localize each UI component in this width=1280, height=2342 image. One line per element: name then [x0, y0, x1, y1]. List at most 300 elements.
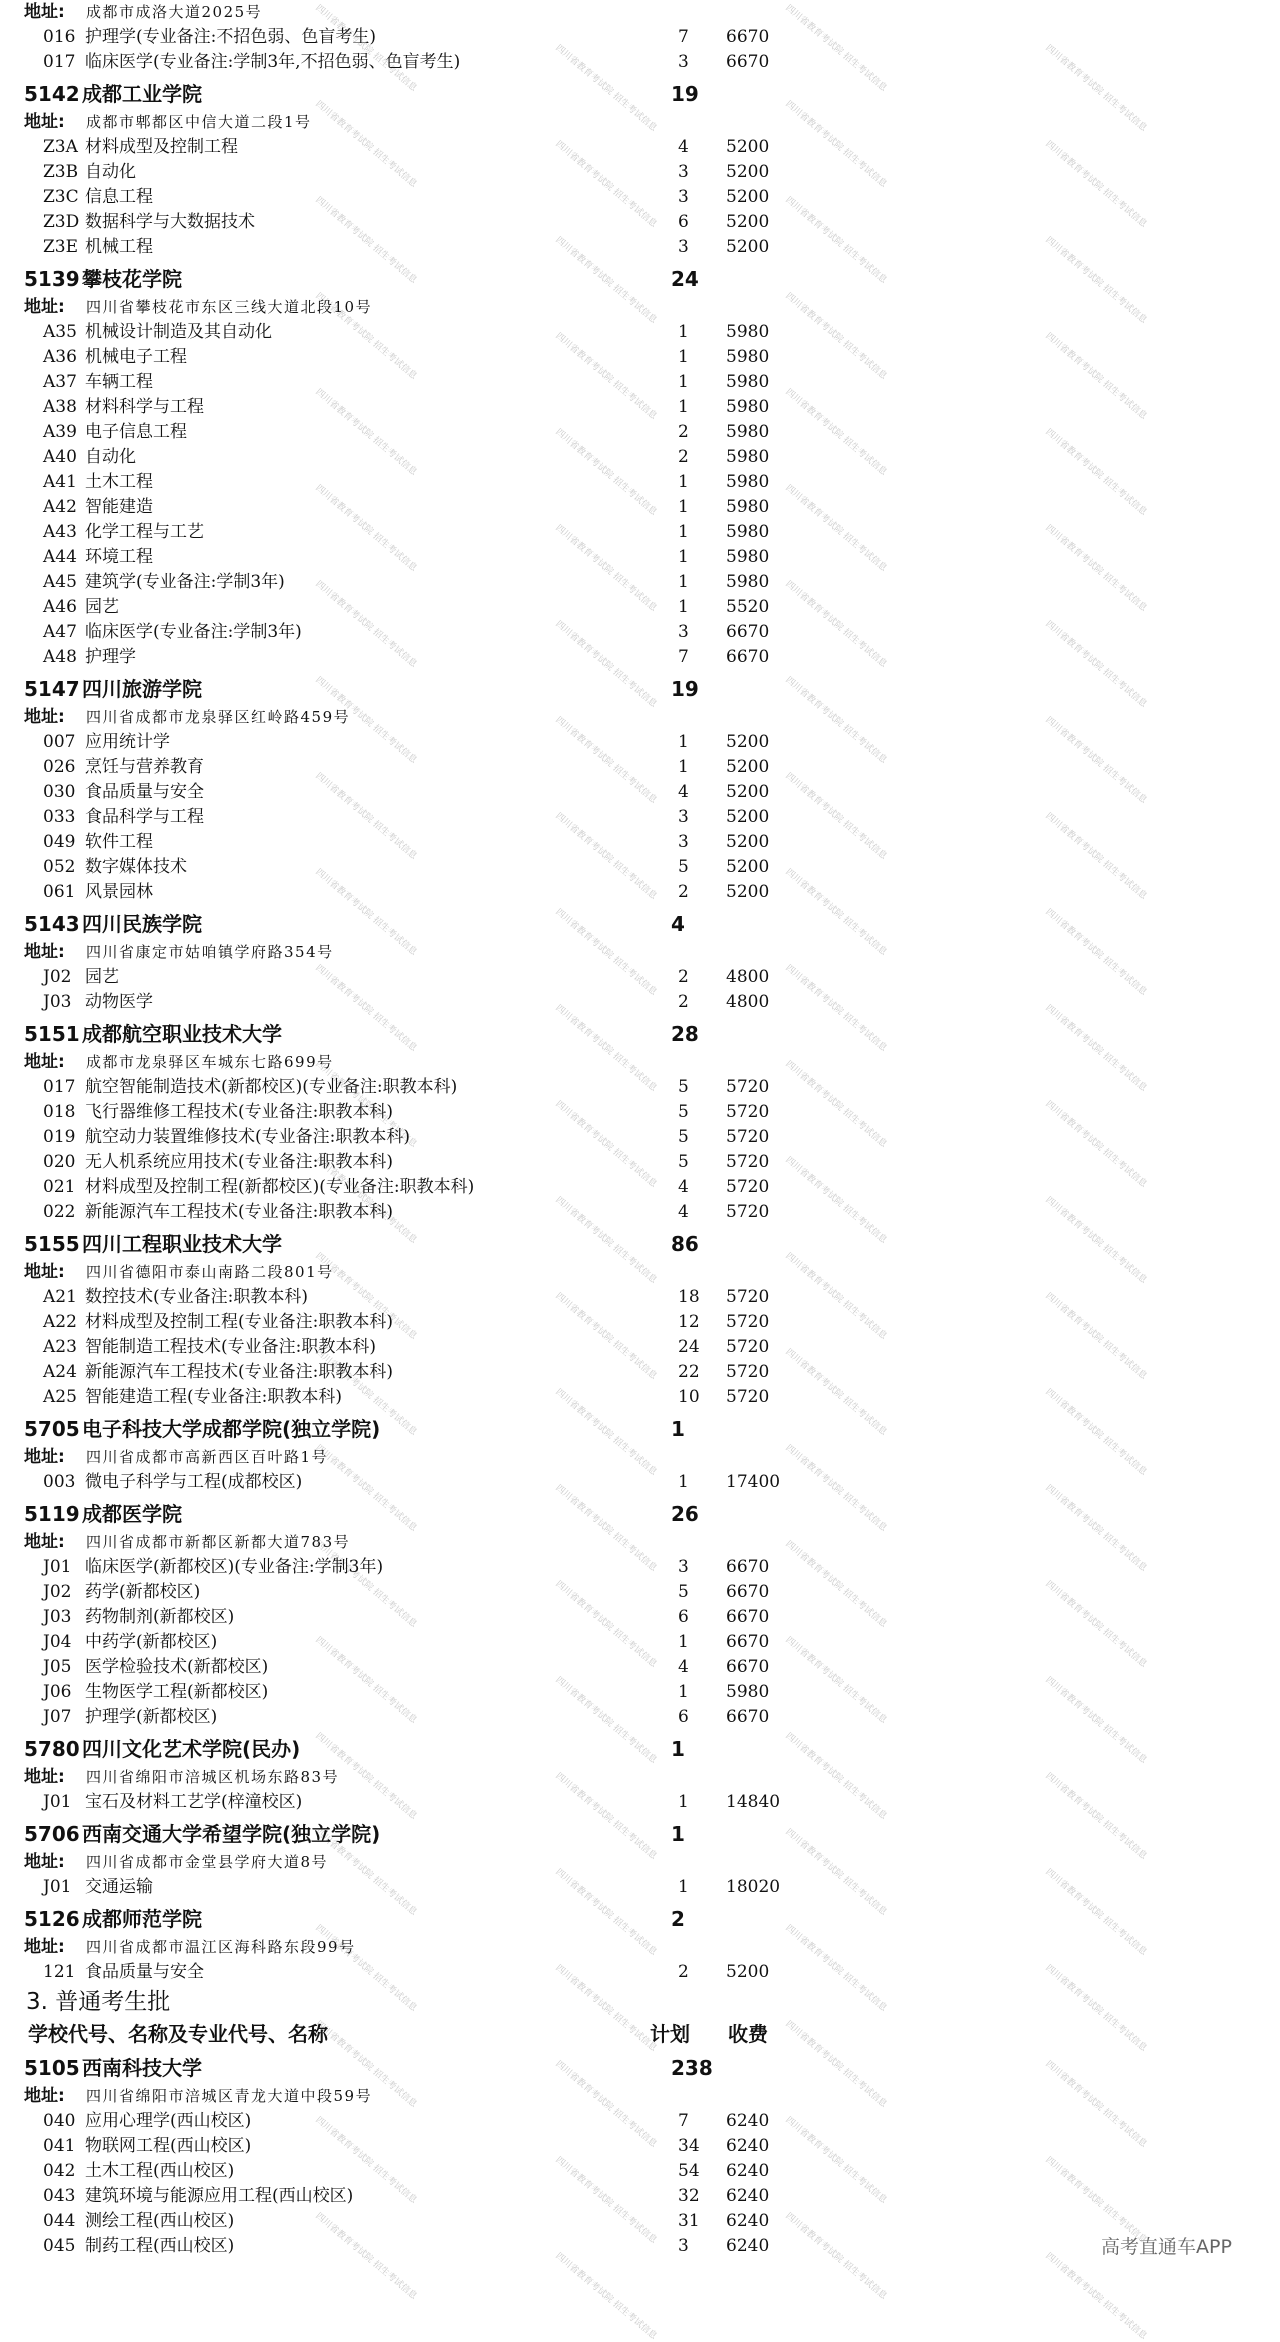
major-code: 019 [43, 1127, 76, 1147]
section-heading [24, 1985, 784, 2019]
major-plan: 2 [678, 992, 689, 1012]
major-plan: 4 [678, 1202, 689, 1222]
school-name: 西南科技大学 [82, 2056, 202, 2080]
address-text: 四川省康定市姑咱镇学府路354号 [86, 943, 334, 961]
watermark-stamp: 四川省教育考试院 招生考试信息 [553, 1867, 659, 1958]
school-name: 成都师范学院 [82, 1907, 202, 1931]
school-total-plan: 1 [671, 1822, 685, 1846]
school-header-row [24, 1818, 784, 1850]
column-header-school: 学校代号、名称及专业代号、名称 [28, 2022, 328, 2046]
watermark-stamp: 四川省教育考试院 招生考试信息 [553, 235, 659, 326]
major-fee: 17400 [726, 1472, 781, 1492]
major-row [24, 395, 784, 420]
major-fee: 14840 [726, 1792, 781, 1812]
major-code: Z3E [43, 237, 79, 257]
watermark-stamp: 四川省教育考试院 招生考试信息 [313, 2019, 419, 2110]
major-name: 环境工程 [85, 547, 153, 567]
school-total-plan: 2 [671, 1907, 685, 1931]
major-plan: 4 [678, 137, 689, 157]
watermark-stamp: 四川省教育考试院 招生考试信息 [1043, 1579, 1149, 1670]
major-fee: 6670 [726, 1607, 770, 1627]
address-row [24, 1260, 784, 1285]
watermark-stamp: 四川省教育考试院 招生考试信息 [783, 1155, 889, 1246]
major-row [24, 2134, 784, 2159]
major-name: 自动化 [85, 162, 136, 182]
major-row [24, 520, 784, 545]
major-plan: 2 [678, 447, 689, 467]
major-fee: 5720 [726, 1312, 770, 1332]
major-row [24, 25, 784, 50]
school-code: 5155 [24, 1232, 80, 1256]
major-name: 食品质量与安全 [85, 782, 204, 802]
major-row [24, 135, 784, 160]
watermark-stamp: 四川省教育考试院 招生考试信息 [783, 1251, 889, 1342]
major-fee: 5200 [726, 882, 770, 902]
major-plan: 54 [678, 2161, 700, 2181]
major-name: 智能建造工程(专业备注:职教本科) [85, 1387, 342, 1407]
watermark-stamp: 四川省教育考试院 招生考试信息 [1043, 1771, 1149, 1862]
major-code: A35 [43, 322, 77, 342]
major-name: 临床医学(新都校区)(专业备注:学制3年) [85, 1557, 384, 1577]
watermark-stamp: 四川省教育考试院 招生考试信息 [783, 195, 889, 286]
school-header-row [24, 263, 784, 295]
address-text: 成都市成洛大道2025号 [86, 3, 263, 21]
major-code: 049 [43, 832, 76, 852]
major-fee: 18020 [726, 1877, 781, 1897]
major-row [24, 965, 784, 990]
major-name: 航空智能制造技术(新都校区)(专业备注:职教本科) [85, 1077, 458, 1097]
major-code: 033 [43, 807, 76, 827]
major-code: A44 [43, 547, 77, 567]
section-title: 3. 普通考生批 [26, 1989, 171, 2015]
major-plan: 6 [678, 212, 689, 232]
major-plan: 24 [678, 1337, 700, 1357]
watermark-stamp: 四川省教育考试院 招生考试信息 [313, 99, 419, 190]
major-name: 数控技术(专业备注:职教本科) [85, 1287, 308, 1307]
school-name: 成都工业学院 [82, 82, 202, 106]
watermark-stamp: 四川省教育考试院 招生考试信息 [783, 963, 889, 1054]
watermark-stamp: 四川省教育考试院 招生考试信息 [553, 2155, 659, 2246]
major-name: 材料科学与工程 [85, 397, 204, 417]
school-code: 5139 [24, 267, 80, 291]
major-row [24, 780, 784, 805]
watermark-stamp: 四川省教育考试院 招生考试信息 [783, 1059, 889, 1150]
major-plan: 3 [678, 807, 689, 827]
major-fee: 5980 [726, 572, 770, 592]
watermark-stamp: 四川省教育考试院 招生考试信息 [1043, 907, 1149, 998]
address-label: 地址: [24, 1532, 65, 1552]
major-row [24, 1680, 784, 1705]
school-code: 5705 [24, 1417, 80, 1441]
major-plan: 5 [678, 1077, 689, 1097]
watermark-stamp: 四川省教育考试院 招生考试信息 [313, 1827, 419, 1918]
major-row [24, 1285, 784, 1310]
major-row [24, 370, 784, 395]
major-row [24, 990, 784, 1015]
major-code: J04 [43, 1632, 72, 1652]
school-code: 5105 [24, 2056, 80, 2080]
school-code: 5126 [24, 1907, 80, 1931]
major-code: Z3D [43, 212, 80, 232]
major-row [24, 185, 784, 210]
major-code: 052 [43, 857, 76, 877]
major-row [24, 855, 784, 880]
watermark-stamp: 四川省教育考试院 招生考试信息 [313, 1539, 419, 1630]
major-plan: 3 [678, 2236, 689, 2256]
school-code: 5119 [24, 1502, 80, 1526]
major-plan: 4 [678, 1657, 689, 1677]
major-name: 信息工程 [85, 187, 153, 207]
major-plan: 1 [678, 1792, 689, 1812]
major-plan: 1 [678, 1632, 689, 1652]
major-plan: 3 [678, 237, 689, 257]
major-name: 材料成型及控制工程(新都校区)(专业备注:职教本科) [85, 1177, 475, 1197]
major-fee: 5200 [726, 212, 770, 232]
major-fee: 6670 [726, 647, 770, 667]
major-fee: 6240 [726, 2136, 770, 2156]
major-code: A46 [43, 597, 77, 617]
watermark-stamp: 四川省教育考试院 招生考试信息 [553, 2251, 659, 2342]
major-code: 016 [43, 27, 76, 47]
watermark-stamp: 四川省教育考试院 招生考试信息 [553, 1771, 659, 1862]
watermark-stamp: 四川省教育考试院 招生考试信息 [553, 715, 659, 806]
major-name: 中药学(新都校区) [85, 1632, 218, 1652]
major-row [24, 805, 784, 830]
major-row [24, 880, 784, 905]
major-plan: 1 [678, 572, 689, 592]
major-plan: 1 [678, 472, 689, 492]
major-fee: 5980 [726, 1682, 770, 1702]
watermark-stamp: 四川省教育考试院 招生考试信息 [553, 1387, 659, 1478]
watermark-stamp: 四川省教育考试院 招生考试信息 [1043, 331, 1149, 422]
major-row [24, 470, 784, 495]
major-code: 040 [43, 2111, 76, 2131]
major-row [24, 595, 784, 620]
major-plan: 1 [678, 497, 689, 517]
major-plan: 3 [678, 622, 689, 642]
major-plan: 18 [678, 1287, 700, 1307]
school-code: 5147 [24, 677, 80, 701]
major-fee: 5720 [726, 1387, 770, 1407]
major-code: J03 [43, 1607, 72, 1627]
school-header-row [24, 1018, 784, 1050]
address-text: 成都市龙泉驿区车城东七路699号 [86, 1053, 334, 1071]
major-code: 042 [43, 2161, 76, 2181]
watermark-stamp: 四川省教育考试院 招生考试信息 [313, 291, 419, 382]
school-total-plan: 86 [671, 1232, 699, 1256]
major-name: 制药工程(西山校区) [85, 2236, 235, 2256]
major-fee: 5720 [726, 1177, 770, 1197]
address-row [24, 940, 784, 965]
major-fee: 5980 [726, 547, 770, 567]
major-plan: 4 [678, 1177, 689, 1197]
major-fee: 6670 [726, 52, 770, 72]
major-row [24, 755, 784, 780]
major-name: 微电子科学与工程(成都校区) [85, 1472, 303, 1492]
watermark-stamp: 四川省教育考试院 招生考试信息 [313, 387, 419, 478]
major-row [24, 1705, 784, 1730]
watermark-stamp: 四川省教育考试院 招生考试信息 [783, 1731, 889, 1822]
watermark-stamp: 四川省教育考试院 招生考试信息 [553, 1963, 659, 2054]
watermark-stamp: 四川省教育考试院 招生考试信息 [783, 771, 889, 862]
watermark-stamp: 四川省教育考试院 招生考试信息 [313, 1731, 419, 1822]
major-code: 003 [43, 1472, 76, 1492]
school-total-plan: 4 [671, 912, 685, 936]
major-row [24, 210, 784, 235]
major-row [24, 495, 784, 520]
major-name: 飞行器维修工程技术(专业备注:职教本科) [85, 1102, 393, 1122]
column-header-fee: 收费 [728, 2022, 768, 2046]
school-name: 四川旅游学院 [82, 677, 202, 701]
major-name: 园艺 [85, 967, 119, 987]
major-fee: 5200 [726, 807, 770, 827]
major-code: A38 [43, 397, 77, 417]
watermark-stamp: 四川省教育考试院 招生考试信息 [313, 579, 419, 670]
watermark-stamp: 四川省教育考试院 招生考试信息 [553, 331, 659, 422]
major-row [24, 2109, 784, 2134]
address-label: 地址: [24, 707, 65, 727]
major-code: 022 [43, 1202, 76, 1222]
major-code: A21 [43, 1287, 77, 1307]
major-plan: 32 [678, 2186, 700, 2206]
major-fee: 6240 [726, 2236, 770, 2256]
watermark-stamp: 四川省教育考试院 招生考试信息 [553, 2059, 659, 2150]
watermark-stamp: 四川省教育考试院 招生考试信息 [553, 1291, 659, 1382]
major-plan: 5 [678, 1582, 689, 1602]
major-name: 食品质量与安全 [85, 1962, 204, 1982]
watermark-stamp: 四川省教育考试院 招生考试信息 [1043, 1291, 1149, 1382]
major-row [24, 1100, 784, 1125]
major-plan: 1 [678, 757, 689, 777]
major-fee: 5720 [726, 1102, 770, 1122]
watermark-stamp: 四川省教育考试院 招生考试信息 [553, 139, 659, 230]
major-code: A24 [43, 1362, 77, 1382]
address-label: 地址: [24, 112, 65, 132]
address-text: 四川省绵阳市涪城区青龙大道中段59号 [86, 2087, 373, 2105]
major-fee: 5200 [726, 757, 770, 777]
major-name: 车辆工程 [85, 372, 153, 392]
major-plan: 1 [678, 322, 689, 342]
major-code: A45 [43, 572, 77, 592]
major-row [24, 645, 784, 670]
major-name: 软件工程 [85, 832, 153, 852]
major-row [24, 1875, 784, 1900]
school-total-plan: 1 [671, 1737, 685, 1761]
major-fee: 5200 [726, 1962, 770, 1982]
major-plan: 1 [678, 347, 689, 367]
major-name: 交通运输 [85, 1877, 153, 1897]
major-code: 061 [43, 882, 76, 902]
watermark-stamp: 四川省教育考试院 招生考试信息 [783, 2019, 889, 2110]
major-fee: 6240 [726, 2211, 770, 2231]
watermark-stamp: 四川省教育考试院 招生考试信息 [783, 2115, 889, 2206]
school-header-row [24, 1228, 784, 1260]
major-fee: 5980 [726, 422, 770, 442]
major-row [24, 1075, 784, 1100]
major-code: 043 [43, 2186, 76, 2206]
watermark-stamp: 四川省教育考试院 招生考试信息 [553, 1675, 659, 1766]
major-row [24, 1335, 784, 1360]
major-row [24, 545, 784, 570]
major-code: 021 [43, 1177, 76, 1197]
major-code: J01 [43, 1792, 72, 1812]
watermark-stamp: 四川省教育考试院 招生考试信息 [553, 1579, 659, 1670]
major-plan: 2 [678, 967, 689, 987]
major-fee: 5200 [726, 857, 770, 877]
major-name: 无人机系统应用技术(专业备注:职教本科) [85, 1152, 393, 1172]
watermark-stamp: 四川省教育考试院 招生考试信息 [553, 427, 659, 518]
major-plan: 5 [678, 857, 689, 877]
address-row [24, 1050, 784, 1075]
watermark-stamp: 四川省教育考试院 招生考试信息 [783, 675, 889, 766]
address-text: 四川省成都市金堂县学府大道8号 [86, 1853, 329, 1871]
major-code: A40 [43, 447, 77, 467]
address-label: 地址: [24, 1052, 65, 1072]
major-name: 护理学(新都校区) [85, 1707, 218, 1727]
major-code: A22 [43, 1312, 77, 1332]
school-block [24, 1733, 784, 1815]
address-row [24, 110, 784, 135]
watermark-stamp: 四川省教育考试院 招生考试信息 [553, 811, 659, 902]
major-plan: 7 [678, 647, 689, 667]
watermark-stamp: 四川省教育考试院 招生考试信息 [313, 675, 419, 766]
major-code: J07 [43, 1707, 72, 1727]
major-fee: 5200 [726, 187, 770, 207]
watermark-stamp: 四川省教育考试院 招生考试信息 [313, 1443, 419, 1534]
watermark-stamp: 四川省教育考试院 招生考试信息 [313, 2115, 419, 2206]
major-fee: 5720 [726, 1077, 770, 1097]
major-fee: 5200 [726, 162, 770, 182]
address-label: 地址: [24, 942, 65, 962]
school-total-plan: 26 [671, 1502, 699, 1526]
major-code: J05 [43, 1657, 72, 1677]
major-plan: 3 [678, 832, 689, 852]
address-label: 地址: [24, 1852, 65, 1872]
watermark-stamp: 四川省教育考试院 招生考试信息 [313, 2211, 419, 2302]
major-fee: 6240 [726, 2161, 770, 2181]
major-row [24, 2159, 784, 2184]
column-header-row [24, 2019, 784, 2049]
major-name: 临床医学(专业备注:学制3年,不招色弱、色盲考生) [85, 52, 461, 72]
address-label: 地址: [24, 2, 65, 22]
watermark-stamp: 四川省教育考试院 招生考试信息 [313, 963, 419, 1054]
major-plan: 12 [678, 1312, 700, 1332]
major-plan: 2 [678, 1962, 689, 1982]
school-name: 四川工程职业技术大学 [82, 1232, 282, 1256]
major-plan: 1 [678, 547, 689, 567]
major-plan: 31 [678, 2211, 700, 2231]
major-name: 机械设计制造及其自动化 [85, 322, 272, 342]
watermark-stamp: 四川省教育考试院 招生考试信息 [553, 523, 659, 614]
major-row [24, 1385, 784, 1410]
major-row [24, 1630, 784, 1655]
major-row [24, 1655, 784, 1680]
major-code: A42 [43, 497, 77, 517]
major-code: 020 [43, 1152, 76, 1172]
school-name: 攀枝花学院 [82, 267, 182, 291]
watermark-stamp: 四川省教育考试院 招生考试信息 [553, 907, 659, 998]
major-fee: 5720 [726, 1127, 770, 1147]
watermark-stamp: 四川省教育考试院 招生考试信息 [1043, 2251, 1149, 2342]
major-name: 智能建造 [85, 497, 153, 517]
major-fee: 5980 [726, 522, 770, 542]
watermark-stamp: 四川省教育考试院 招生考试信息 [313, 3, 419, 94]
major-plan: 1 [678, 1877, 689, 1897]
address-row [24, 1935, 784, 1960]
watermark-stamp: 四川省教育考试院 招生考试信息 [783, 1539, 889, 1630]
major-code: 017 [43, 52, 76, 72]
school-total-plan: 28 [671, 1022, 699, 1046]
watermark-stamp: 四川省教育考试院 招生考试信息 [1043, 523, 1149, 614]
school-header-row [24, 1413, 784, 1445]
major-plan: 1 [678, 397, 689, 417]
major-name: 电子信息工程 [85, 422, 187, 442]
column-header-plan: 计划 [650, 2022, 690, 2046]
major-name: 物联网工程(西山校区) [85, 2136, 252, 2156]
major-name: 应用心理学(西山校区) [85, 2111, 252, 2131]
major-row [24, 445, 784, 470]
major-code: J01 [43, 1557, 72, 1577]
major-row [24, 830, 784, 855]
watermark-stamp: 四川省教育考试院 招生考试信息 [553, 619, 659, 710]
major-plan: 5 [678, 1152, 689, 1172]
major-name: 机械电子工程 [85, 347, 187, 367]
major-fee: 5980 [726, 322, 770, 342]
major-row [24, 2234, 784, 2259]
school-header-row [24, 2052, 784, 2084]
major-name: 园艺 [85, 597, 119, 617]
major-plan: 3 [678, 187, 689, 207]
major-fee: 5980 [726, 397, 770, 417]
major-code: A25 [43, 1387, 77, 1407]
major-name: 风景园林 [85, 882, 153, 902]
major-plan: 34 [678, 2136, 700, 2156]
major-plan: 6 [678, 1707, 689, 1727]
watermark-stamp: 四川省教育考试院 招生考试信息 [1043, 1483, 1149, 1574]
watermark-stamp: 四川省教育考试院 招生考试信息 [553, 43, 659, 134]
major-code: A39 [43, 422, 77, 442]
address-row [24, 2084, 784, 2109]
watermark-stamp: 四川省教育考试院 招生考试信息 [783, 3, 889, 94]
address-label: 地址: [24, 1937, 65, 1957]
major-code: 018 [43, 1102, 76, 1122]
major-code: A23 [43, 1337, 77, 1357]
major-plan: 5 [678, 1127, 689, 1147]
watermark-stamp: 四川省教育考试院 招生考试信息 [783, 1443, 889, 1534]
school-header-row [24, 908, 784, 940]
major-row [24, 345, 784, 370]
major-fee: 5980 [726, 347, 770, 367]
major-fee: 6670 [726, 1707, 770, 1727]
watermark-stamp: 四川省教育考试院 招生考试信息 [783, 1923, 889, 2014]
major-fee: 4800 [726, 967, 770, 987]
major-fee: 5200 [726, 237, 770, 257]
major-row [24, 235, 784, 260]
school-total-plan: 238 [671, 2056, 713, 2080]
address-row [24, 0, 784, 25]
major-row [24, 1555, 784, 1580]
major-fee: 5720 [726, 1287, 770, 1307]
major-plan: 3 [678, 1557, 689, 1577]
major-name: 宝石及材料工艺学(梓潼校区) [85, 1792, 303, 1812]
major-code: 026 [43, 757, 76, 777]
address-text: 四川省成都市温江区海科路东段99号 [86, 1938, 356, 1956]
major-row [24, 1200, 784, 1225]
major-fee: 5720 [726, 1337, 770, 1357]
major-fee: 5980 [726, 372, 770, 392]
major-name: 化学工程与工艺 [85, 522, 204, 542]
watermark-stamp: 四川省教育考试院 招生考试信息 [1043, 43, 1149, 134]
